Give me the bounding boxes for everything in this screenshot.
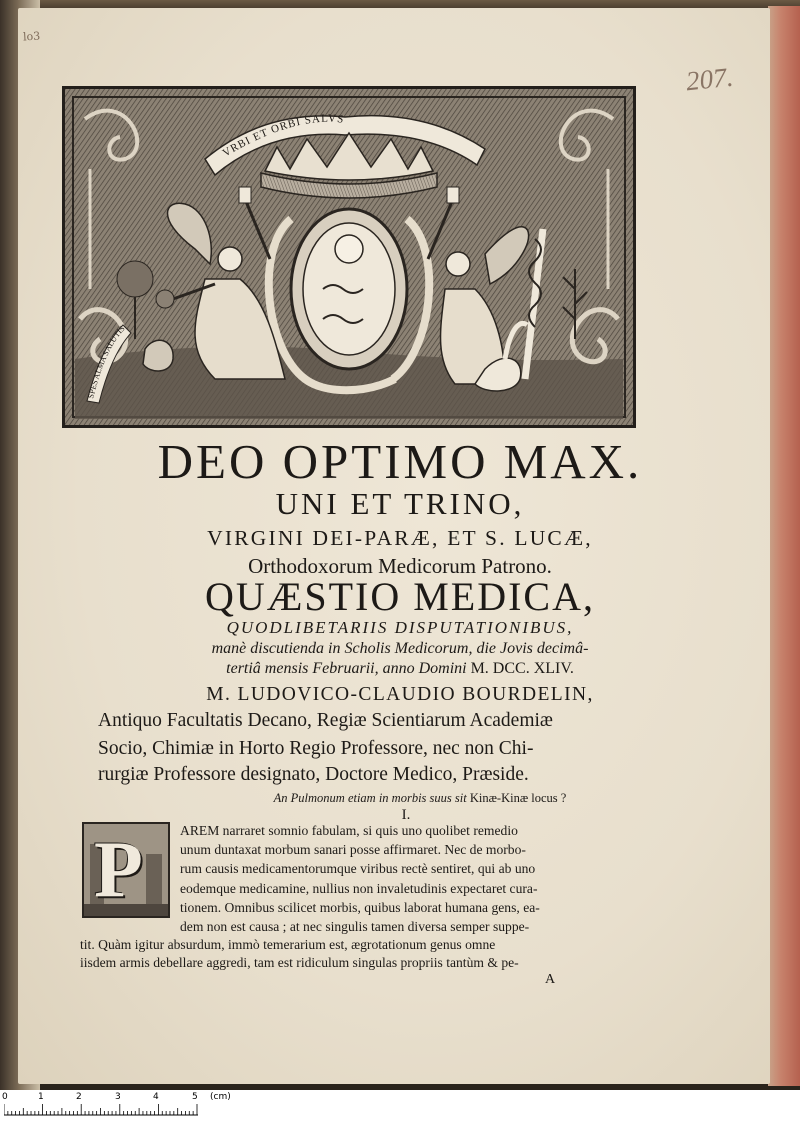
disputation-date-text: tertiâ mensis Februarii, anno Domini (226, 660, 467, 677)
body-line-5: tionem. Omnibus scilicet morbis, quibus laborat humana gens, ea- (180, 900, 540, 915)
ruler-label-3: 3 (115, 1092, 121, 1102)
document-title: QUÆSTIO MEDICA, (205, 574, 595, 619)
engraving-motto: VRBI ET ORBI SALVS (220, 112, 345, 160)
section-numeral: I. (401, 807, 411, 823)
engraving-illustration (65, 89, 633, 425)
body-line-3: rum causis medicamentorumque viribus rectè sentiret, qui ab uno (180, 861, 536, 876)
ruler-unit-label: (cm) (210, 1092, 231, 1102)
body-line-6: dem non est causa ; at nec singulis tamen diversa semper suppe- (180, 919, 530, 934)
praeses-title-line-2: Socio, Chimiæ in Horto Regio Professore, nec non Chi- (98, 738, 534, 759)
ruler-label-0: 0 (2, 1092, 8, 1102)
disputation-line-3 (0, 658, 800, 680)
disputation-line-2: manè discutienda in Scholis Medicorum, die Jovis decimâ- (211, 640, 589, 657)
ruler-label-4: 4 (153, 1092, 159, 1102)
disputation-year: M. DCC. XLIV. (466, 660, 574, 677)
disputation-line-1: QUODLIBETARIIS DISPUTATIONIBUS, (226, 618, 574, 637)
dedication-line-4: Orthodoxorum Medicorum Patrono. (248, 554, 552, 578)
dedication-line-1: DEO OPTIMO MAX. (157, 434, 643, 489)
ruler-label-1: 1 (38, 1092, 44, 1102)
dedication-line-2: UNI ET TRINO, (275, 486, 525, 521)
scale-ruler (0, 1090, 800, 1123)
body-line-4: eodemque medicamine, nullius non invaletudinis expectaret cura- (180, 881, 538, 896)
ruler-label-5: 5 (192, 1092, 198, 1102)
initial-letter: P (94, 826, 143, 914)
praeses-title-line-1: Antiquo Facultatis Decano, Regiæ Scientiarum Academiæ (98, 710, 553, 731)
dedication-line-3: VIRGINI DEI-PARÆ, ET S. LUCÆ, (207, 526, 593, 550)
decorated-initial (82, 822, 170, 918)
body-line-7: tit. Quàm igitur absurdum, immò temerarium est, ægrotationum genus omne (80, 937, 496, 952)
ruler-label-2: 2 (76, 1092, 82, 1102)
folio-number: 207. (684, 61, 735, 97)
body-line-1: AREM narraret somnio fabulam, si quis uno quolibet remedio (180, 823, 518, 838)
praeses-name: M. LUDOVICO-CLAUDIO BOURDELIN, (206, 684, 594, 705)
body-line-8: iisdem armis debellare aggredi, tam est ridiculum singulas propriis tantùm & pe- (80, 955, 519, 970)
catchword: A (545, 972, 556, 987)
engraving-ribbon-text: SPES ALMA SALUTIS (86, 324, 127, 400)
engraved-headpiece (62, 86, 636, 428)
question-roman: Kinæ-Kinæ locus ? (466, 791, 567, 805)
ruler-ticks (4, 1104, 198, 1116)
body-line-2: unum duntaxat morbum sanari posse affirmaret. Nec de morbo- (180, 842, 526, 857)
praeses-title-line-3: rurgiæ Professore designato, Doctore Medico, Præside. (98, 764, 529, 785)
corner-annotation: lo3 (22, 29, 41, 44)
question-italic: An Pulmonum etiam in morbis suus sit (273, 791, 467, 805)
